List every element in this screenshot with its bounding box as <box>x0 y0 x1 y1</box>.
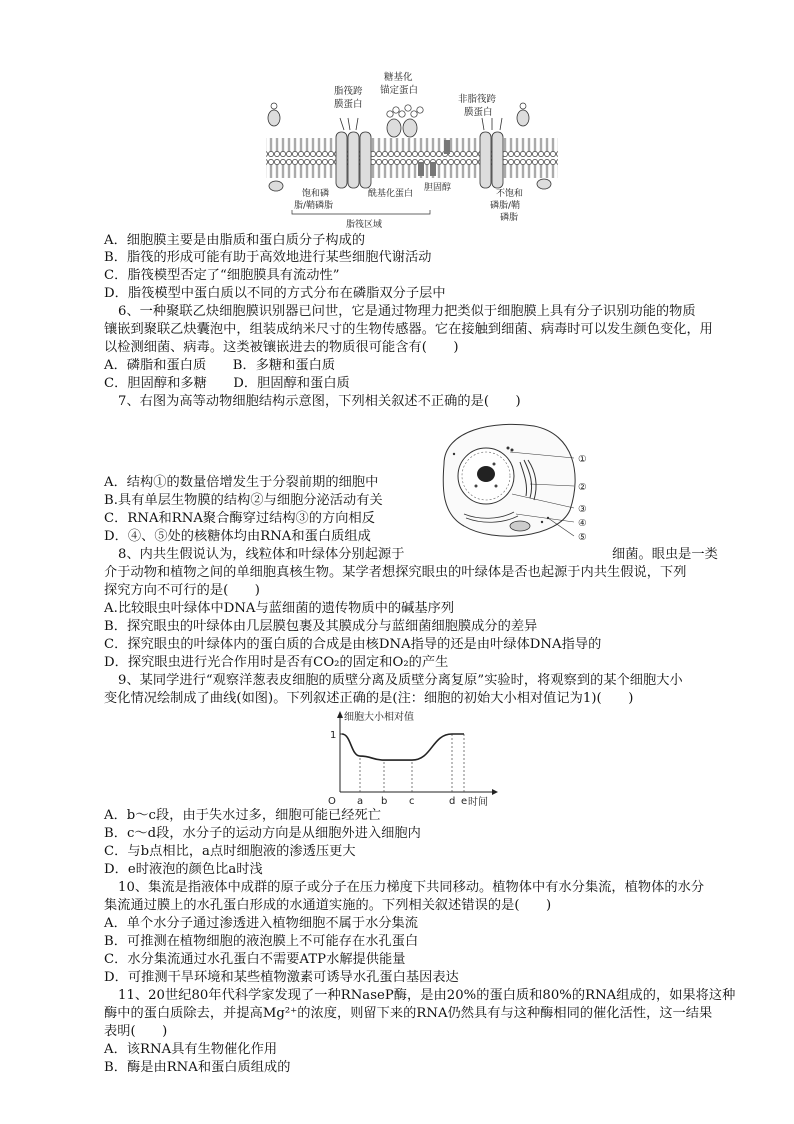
cell-label-4: ④ <box>578 518 587 529</box>
animal-cell-figure <box>424 414 604 544</box>
x-tick-c: c <box>409 796 415 806</box>
cell-size-curve <box>342 734 464 760</box>
x-tick-e: e <box>461 796 468 806</box>
cell-label-3: ③ <box>578 504 587 515</box>
q6-stem-line3: 以检测细菌、病毒。这类被镶嵌进去的物质很可能含有( ) <box>104 340 459 355</box>
origin-label: O <box>328 796 336 806</box>
label-raft-region: 脂筏区域 <box>346 220 383 230</box>
cell-label-5: ⑤ <box>578 532 587 543</box>
y-axis-arrow <box>337 711 343 718</box>
q6-stem-line1: 6、一种聚联乙炔细胞膜识别器已问世，它是通过物理力把类似于细胞膜上具有分子识别功能的物质 <box>118 304 696 319</box>
q9-option-a: A．b～c段，由于失水过多，细胞可能已经死亡 <box>104 808 382 823</box>
q8-option-b: B．探究眼虫的叶绿体由几层膜包裹及其膜成分与蓝细菌细胞膜成分的差异 <box>104 619 538 634</box>
q11-option-b: B．酶是由RNA和蛋白质组成的 <box>104 1060 291 1075</box>
q7-option-d: D．④、⑤处的核糖体均由RNA和蛋白质组成 <box>104 529 371 544</box>
q7-option-b: B.具有单层生物膜的结构②与细胞分泌活动有关 <box>104 493 383 508</box>
raft-protein <box>336 132 347 188</box>
phospholipid-bilayer <box>266 138 558 182</box>
q5-option-c: C．脂筏模型否定了“细胞膜具有流动性” <box>104 268 340 283</box>
q6-stem-line2: 镶嵌到聚联乙炔囊泡中，组装成纳米尺寸的生物传感器。它在接触到细菌、病毒时可以发生颜色变化，用 <box>104 322 713 337</box>
label-cholesterol: 胆固醇 <box>424 183 452 193</box>
label-unsaturated-3: 磷脂 <box>500 213 519 223</box>
label-saturated-2: 脂/鞘磷脂 <box>294 201 334 211</box>
q7-option-a: A．结构①的数量倍增发生于分裂前期的细胞中 <box>104 475 379 490</box>
q10-option-d: D．可推测干旱环境和某些植物激素可诱导水孔蛋白基因表达 <box>104 970 459 985</box>
cell-label-1: ① <box>578 454 587 465</box>
cell-label-2: ② <box>578 482 587 493</box>
label-unsaturated-2: 磷脂/鞘 <box>490 201 521 211</box>
q11-stem-line2: 酶中的蛋白质除去，并提高Mg²⁺的浓度，则留下来的RNA仍然具有与这种酶相同的催化活性，这一结果 <box>104 1006 713 1021</box>
q9-option-b: B．c～d段，水分子的运动方向是从细胞外进入细胞内 <box>104 826 421 841</box>
q7-option-c: C．RNA和RNA聚合酶穿过结构③的方向相反 <box>104 511 375 526</box>
label-saturated-1: 饱和磷 <box>302 189 330 199</box>
q10-option-a: A．单个水分子通过渗透进入植物细胞不属于水分集流 <box>104 916 419 931</box>
label-glyco-1: 糖基化 <box>384 72 413 83</box>
q11-stem-line1: 11、20世纪80年代科学家发现了一种RNaseP酶，是由20%的蛋白质和80%的RNA组成的，如果将这种 <box>118 988 736 1003</box>
raft-protein <box>348 132 359 188</box>
y-tick-1: 1 <box>330 730 337 741</box>
q10-option-c: C．水分集流通过水孔蛋白不需要ATP水解提供能量 <box>104 952 406 967</box>
x-axis-label: 时间 <box>468 797 488 806</box>
q10-stem-line1: 10、集流是指液体中成群的原子或分子在压力梯度下共同移动。植物体中有水分集流，植物体的水分 <box>118 880 705 895</box>
q10-stem-line2: 集流通过膜上的水孔蛋白形成的水通道实施的。下列相关叙述错误的是( ) <box>104 898 552 913</box>
q11-option-a: A．该RNA具有生物催化作用 <box>104 1042 278 1057</box>
q8-stem-line1b: 细菌。眼虫是一类 <box>612 547 718 562</box>
label-raft-protein-1: 脂筏跨 <box>334 86 363 97</box>
label-nonraft-1: 非脂筏跨 <box>458 94 497 105</box>
q8-option-a: A.比较眼虫叶绿体中DNA与蓝细菌的遗传物质中的碱基序列 <box>104 601 455 616</box>
y-axis-label: 细胞大小相对值 <box>344 712 414 723</box>
label-raft-protein-2: 膜蛋白 <box>334 99 363 110</box>
label-acylated: 酰基化蛋白 <box>368 189 414 199</box>
x-axis-arrow <box>492 789 498 795</box>
q8-stem-line1a: 8、内共生假说认为，线粒体和叶绿体分别起源于 <box>118 547 405 562</box>
q8-stem-line2: 介于动物和植物之间的单细胞真核生物。某学者想探究眼虫的叶绿体是否也起源于内共生假说，下列 <box>104 565 687 580</box>
q8-option-d: D．探究眼虫进行光合作用时是否有CO₂的固定和O₂的产生 <box>104 655 449 670</box>
q10-option-b: B．可推测在植物细胞的液泡膜上不可能存在水孔蛋白 <box>104 934 419 949</box>
x-tick-d: d <box>449 796 456 806</box>
x-tick-b: b <box>381 796 388 806</box>
q5-option-b: B．脂筏的形成可能有助于高效地进行某些细胞代谢活动 <box>104 250 432 265</box>
q8-stem-line3: 探究方向不可行的是( ) <box>104 583 261 598</box>
q11-stem-line3: 表明( ) <box>104 1024 168 1039</box>
lipid-raft-figure <box>262 70 562 230</box>
q9-stem-line1: 9、某同学进行“观察洋葱表皮细胞的质壁分离及质壁分离复原”实验时，将观察到的某个细胞大小 <box>118 673 683 688</box>
raft-protein <box>360 132 371 188</box>
label-glyco-2: 锚定蛋白 <box>380 85 419 96</box>
q7-stem: 7、右图为高等动物细胞结构示意图，下列相关叙述不正确的是( ) <box>118 394 521 409</box>
cell-size-chart <box>326 708 506 806</box>
q9-option-d: D．e时液泡的颜色比a时浅 <box>104 862 263 877</box>
q9-stem-line2: 变化情况绘制成了曲线(如图)。下列叙述正确的是(注：细胞的初始大小相对值记为1)( ) <box>104 691 634 706</box>
q9-option-c: C．与b点相比，a点时细胞液的渗透压更大 <box>104 844 356 859</box>
q5-option-d: D．脂筏模型中蛋白质以不同的方式分布在磷脂双分子层中 <box>104 286 446 301</box>
label-unsaturated-1: 不饱和 <box>496 189 524 199</box>
label-nonraft-2: 膜蛋白 <box>464 107 493 118</box>
q5-option-a: A．细胞膜主要是由脂质和蛋白质分子构成的 <box>104 233 366 248</box>
q6-options-cd: C．胆固醇和多糖 D．胆固醇和蛋白质 <box>104 376 350 391</box>
x-tick-a: a <box>357 796 364 806</box>
q8-option-c: C．探究眼虫的叶绿体内的蛋白质的合成是由核DNA指导的还是由叶绿体DNA指导的 <box>104 637 602 652</box>
q6-options-ab: A．磷脂和蛋白质 B．多糖和蛋白质 <box>104 358 336 373</box>
